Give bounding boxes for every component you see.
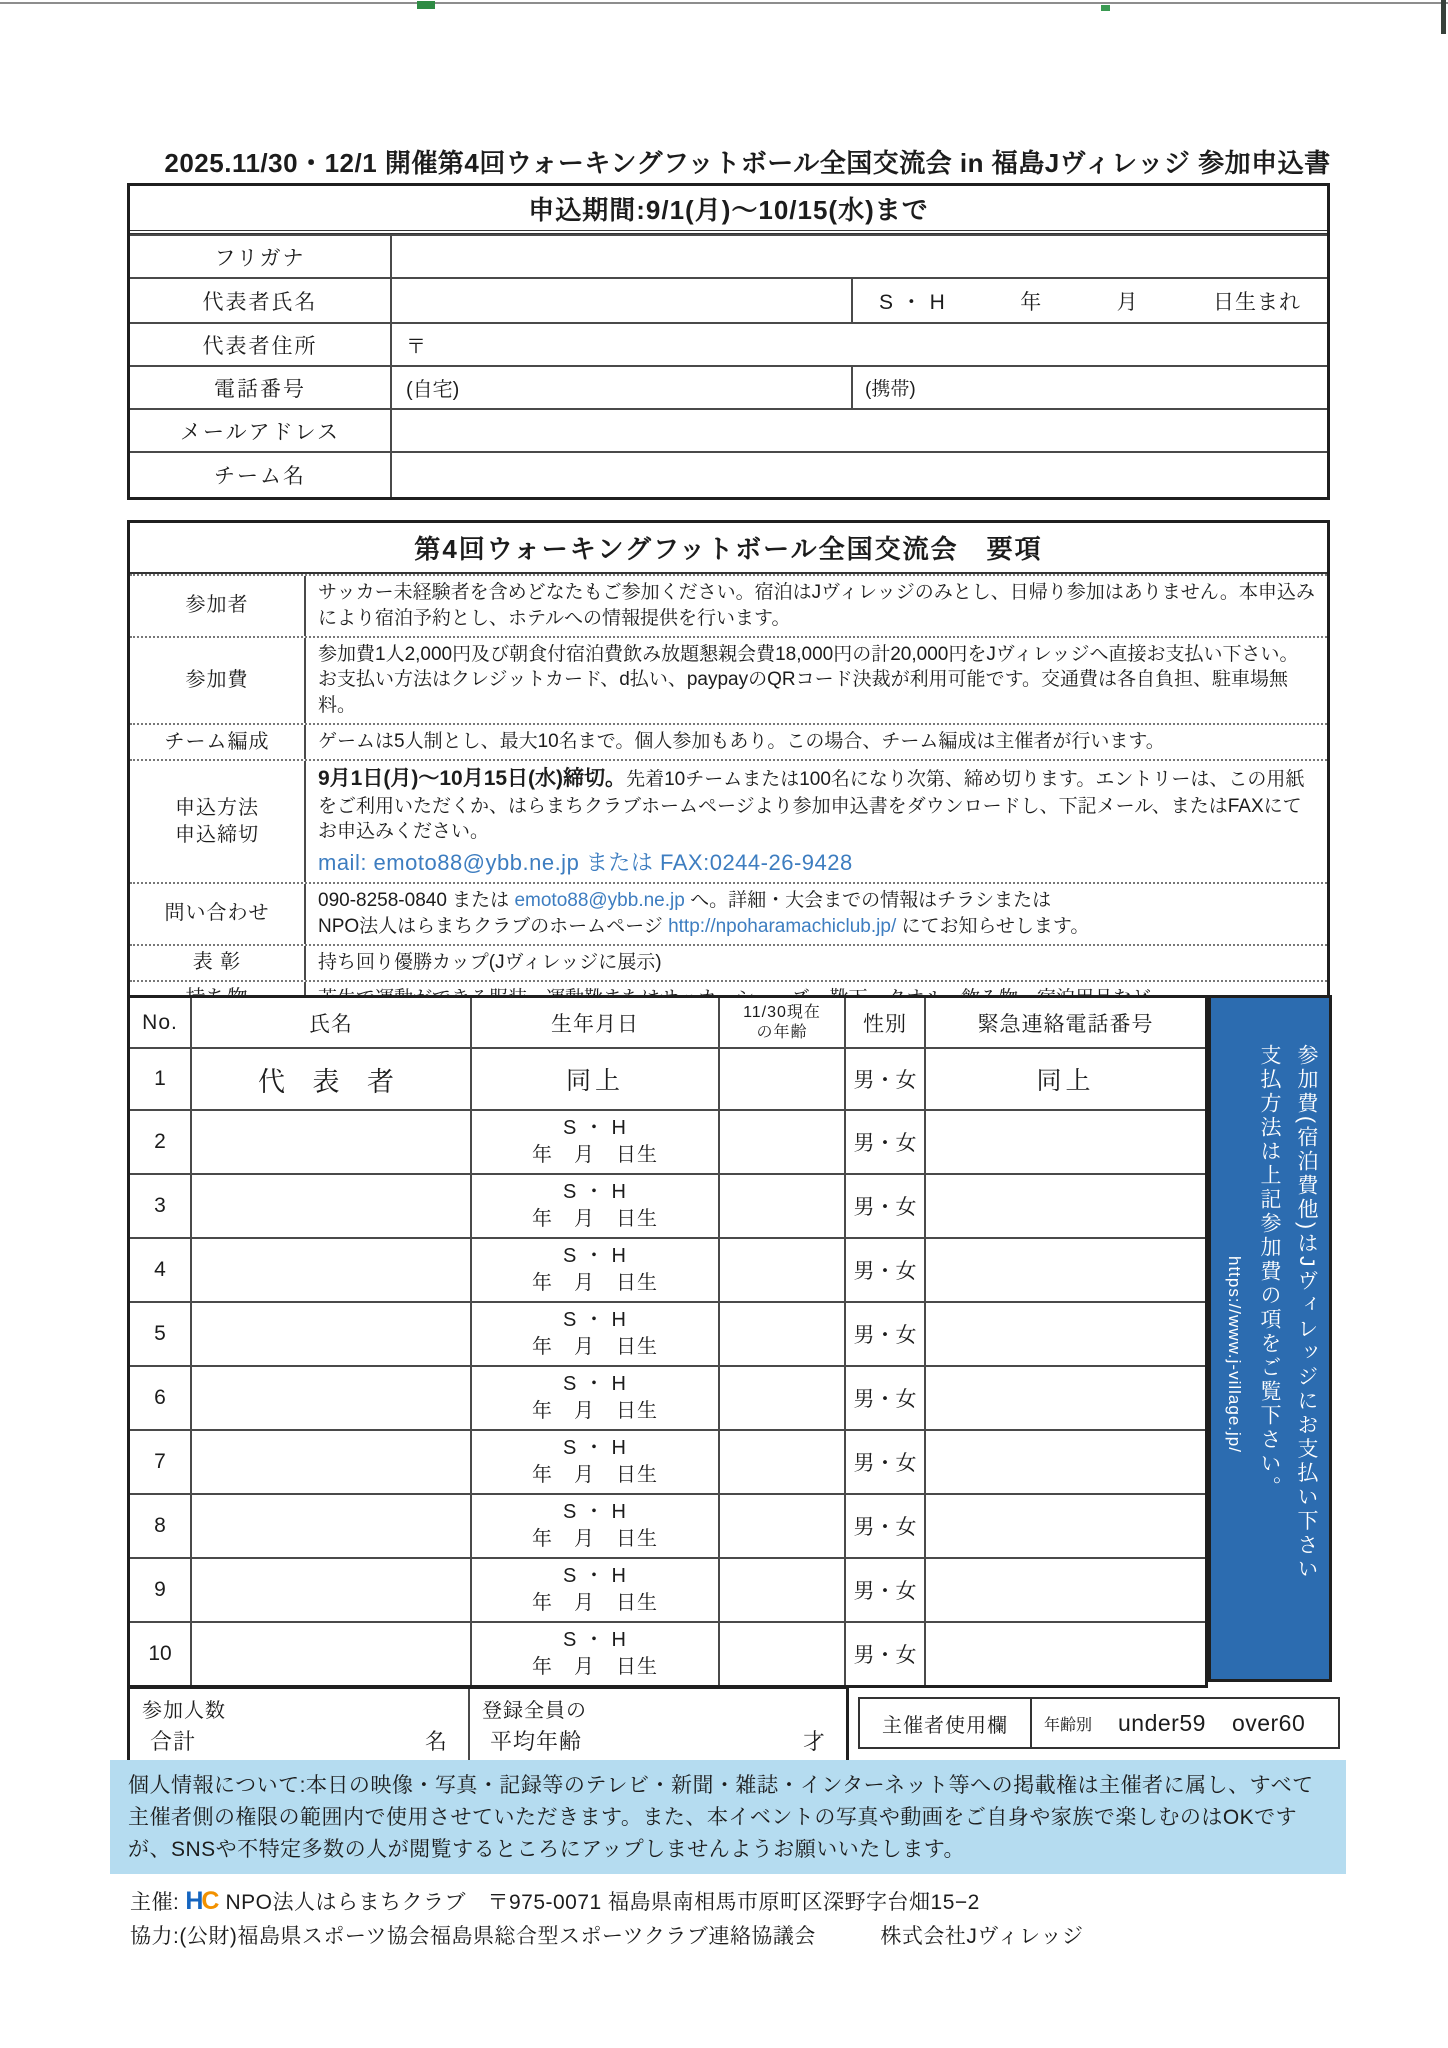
day-label: 日生まれ xyxy=(1212,290,1301,314)
apply-deadline: 9月1日(月)〜10月15日(水)締切。 xyxy=(318,766,627,790)
age-group-area xyxy=(1032,1699,1338,1747)
furigana-row xyxy=(130,234,1327,277)
apply-method-text xyxy=(306,761,1327,882)
emergency-cell xyxy=(926,1367,1205,1429)
average-age-label-2: 平均年齢 xyxy=(490,1729,583,1754)
haramachi-club-logo: HC xyxy=(185,1886,218,1915)
roster-row-1: 1 代 表 者 同上 男・女 同上 xyxy=(130,1047,1205,1109)
over60-option: over60 xyxy=(1231,1709,1306,1736)
apply-method-label: 申込方法 申込締切 xyxy=(130,761,306,882)
col-age: 11/30現在 の年齢 xyxy=(720,998,846,1047)
age-cell xyxy=(720,1367,846,1429)
age-cell xyxy=(720,1049,846,1109)
age-cell xyxy=(720,1559,846,1621)
people-unit: 名 xyxy=(424,1729,448,1754)
name-cell xyxy=(192,1559,472,1621)
email-input-area xyxy=(392,410,1327,451)
roster-row-6: 6 S ・ H 年 月 日生 男・女 xyxy=(130,1365,1205,1429)
birth-cell: S ・ H 年 月 日生 xyxy=(472,1367,720,1429)
name-cell xyxy=(192,1431,472,1493)
guidelines-table xyxy=(127,520,1330,1019)
gender-cell: 男・女 xyxy=(846,1303,926,1365)
gender-cell: 男・女 xyxy=(846,1623,926,1685)
birthdate-cell xyxy=(851,279,1327,322)
name-cell xyxy=(192,1495,472,1557)
gender-cell: 男・女 xyxy=(846,1239,926,1301)
participants-row xyxy=(130,574,1327,636)
name-cell xyxy=(192,1367,472,1429)
participant-count-cell xyxy=(130,1689,470,1763)
name-cell xyxy=(192,1175,472,1237)
payment-notice-panel xyxy=(1208,995,1332,1682)
age-group-label: 年齢別 xyxy=(1044,1716,1093,1734)
gender-cell: 男・女 xyxy=(846,1559,926,1621)
fee-label: 参加費 xyxy=(130,638,306,723)
phone-mobile-label: (携帯) xyxy=(865,379,916,400)
guidelines-header: 第4回ウォーキングフットボール全国交流会 要項 xyxy=(130,523,1327,574)
scan-green-mark xyxy=(1101,5,1110,11)
age-cell xyxy=(720,1303,846,1365)
age-cell xyxy=(720,1623,846,1685)
representative-name-row xyxy=(130,277,1327,322)
scan-green-mark xyxy=(417,1,435,9)
contact-homepage-link[interactable]: http://npoharamachiclub.jp/ xyxy=(668,915,897,937)
phone-home-input-area xyxy=(392,367,851,408)
emergency-cell xyxy=(926,1623,1205,1685)
phone-label: 電話番号 xyxy=(130,367,392,408)
gender-cell: 男・女 xyxy=(846,1175,926,1237)
participants-text: サッカー未経験者を含めどなたもご参加ください。宿泊はJヴィレッジのみとし、日帰り参加はありません。本申込みにより宿泊予約とし、ホテルへの情報提供を行います。 xyxy=(318,582,1315,629)
birthdate-format xyxy=(853,286,1327,316)
applicant-table xyxy=(127,183,1330,500)
team-structure-row xyxy=(130,723,1327,759)
emergency-cell xyxy=(926,1111,1205,1173)
col-no: No. xyxy=(130,998,192,1047)
col-emergency: 緊急連絡電話番号 xyxy=(977,1012,1154,1036)
team-name-input-area xyxy=(392,453,1327,497)
name-cell: 代 表 者 xyxy=(192,1049,472,1109)
emergency-cell: 同上 xyxy=(1036,1067,1095,1095)
age-cell xyxy=(720,1111,846,1173)
roster-table xyxy=(127,995,1208,1688)
roster-header-row xyxy=(130,998,1205,1047)
month-label: 月 xyxy=(1116,290,1139,314)
average-age-label-1: 登録全員の xyxy=(482,1700,587,1722)
emergency-cell xyxy=(926,1431,1205,1493)
representative-name-input-area xyxy=(392,279,851,322)
emergency-cell xyxy=(926,1559,1205,1621)
total-label: 合計 xyxy=(150,1729,197,1754)
age-cell xyxy=(720,1175,846,1237)
birth-cell: S ・ H 年 月 日生 xyxy=(472,1623,720,1685)
payment-notice-line1: 参加費(宿泊費他)はJヴィレッジにお支払い下さい xyxy=(1295,1044,1318,1582)
contact-label: 問い合わせ xyxy=(130,884,306,944)
furigana-input-area xyxy=(392,236,1327,277)
postal-mark: 〒 xyxy=(406,336,426,358)
gender-cell: 男・女 xyxy=(846,1111,926,1173)
representative-address-label: 代表者住所 xyxy=(130,324,392,365)
address-input-area xyxy=(392,324,1327,365)
phone-home-label: (自宅) xyxy=(406,379,460,401)
team-structure-label: チーム編成 xyxy=(130,725,306,759)
apply-detail: 先着10チームまたは100名になり次第、締め切ります。エントリーは、この用紙をご利用いただくか、はらまちクラブホームページより参加申込書をダウンロードし、下記メール、またはFAXにてお申込みください。 xyxy=(318,768,1305,843)
contact-email-link[interactable]: emoto88@ybb.ne.jp xyxy=(514,890,685,912)
phone-mobile-input-area xyxy=(851,367,1327,408)
birth-cell: S ・ H 年 月 日生 xyxy=(472,1495,720,1557)
gender-cell: 男・女 xyxy=(846,1049,926,1109)
privacy-notice: 個人情報について:本日の映像・写真・記録等のテレビ・新聞・雑誌・インターネット等への掲載権は主催者に属し、すべて主催者側の権限の範囲内で使用させていただきます。また、本イベントの写真や動画をご自身や家族で楽しむのはOKですが、SNSや不特定多数の人が閲覧するところにアップしませんようお願いいたします。 xyxy=(110,1760,1346,1874)
emergency-cell xyxy=(926,1239,1205,1301)
host-prefix: 主催: xyxy=(130,1891,180,1914)
organizer-use-box xyxy=(858,1697,1340,1749)
birth-cell: S ・ H 年 月 日生 xyxy=(472,1431,720,1493)
award-label: 表 彰 xyxy=(130,946,306,980)
name-cell xyxy=(192,1623,472,1685)
under59-option: under59 xyxy=(1118,1709,1206,1736)
birth-cell: S ・ H 年 月 日生 xyxy=(472,1559,720,1621)
era-mark: S ・ H xyxy=(879,290,946,314)
representative-name-label: 代表者氏名 xyxy=(130,279,392,322)
emergency-cell xyxy=(926,1175,1205,1237)
host-text: NPO法人はらまちクラブ 〒975-0071 福島県南相馬市原町区深野字台畑15−2 xyxy=(225,1891,980,1914)
representative-address-row xyxy=(130,322,1327,365)
vertical-text-wrap xyxy=(1211,998,1333,1679)
roster-row-3: 3 S ・ H 年 月 日生 男・女 xyxy=(130,1173,1205,1237)
scan-edge-line xyxy=(0,2,1448,4)
col-gender: 性別 xyxy=(846,998,926,1047)
fee-text: 参加費1人2,000円及び朝食付宿泊費飲み放題懇親会費18,000円の計20,000円をJヴィレッジへ直接お支払い下さい。お支払い方法はクレジットカード、d払い、paypayのQRコード決裁が利用可能です。交通費は各自負担、駐車場無料。 xyxy=(318,643,1299,717)
gender-cell: 男・女 xyxy=(846,1495,926,1557)
roster-row-10: 10 S ・ H 年 月 日生 男・女 xyxy=(130,1621,1205,1685)
apply-method-row xyxy=(130,759,1327,882)
col-birth: 生年月日 xyxy=(472,998,720,1047)
gender-cell: 男・女 xyxy=(846,1431,926,1493)
emergency-cell xyxy=(926,1303,1205,1365)
roster-row-2: 2 S ・ H 年 月 日生 男・女 xyxy=(130,1109,1205,1173)
birth-cell: 同上 xyxy=(472,1049,720,1109)
footer-support-line: 協力:(公財)福島県スポーツ協会福島県総合型スポーツクラブ連絡協議会 株式会社Jヴィレッジ xyxy=(130,1925,1084,1948)
roster-row-5: 5 S ・ H 年 月 日生 男・女 xyxy=(130,1301,1205,1365)
age-cell xyxy=(720,1431,846,1493)
award-text: 持ち回り優勝カップ(Jヴィレッジに展示) xyxy=(318,951,662,973)
email-label: メールアドレス xyxy=(130,410,392,451)
birth-cell: S ・ H 年 月 日生 xyxy=(472,1175,720,1237)
name-cell xyxy=(192,1111,472,1173)
apply-mail-fax[interactable]: mail: emoto88@ybb.ne.jp または FAX:0244-26-9428 xyxy=(318,850,853,876)
birth-cell: S ・ H 年 月 日生 xyxy=(472,1239,720,1301)
contact-text: 090-8258-0840 または emoto88@ybb.ne.jp へ。詳細・大会までの情報はチラシまたは NPO法人はらまちクラブのホームページ http://npoharamachiclub.jp/ にてお知らせします。 xyxy=(318,890,1090,937)
roster-row-4: 4 S ・ H 年 月 日生 男・女 xyxy=(130,1237,1205,1301)
age-unit: 才 xyxy=(802,1729,826,1754)
phone-row xyxy=(130,365,1327,408)
contact-row xyxy=(130,882,1327,944)
award-row xyxy=(130,944,1327,980)
team-name-row xyxy=(130,451,1327,497)
roster-row-8: 8 S ・ H 年 月 日生 男・女 xyxy=(130,1493,1205,1557)
team-name-label: チーム名 xyxy=(130,453,392,497)
email-row xyxy=(130,408,1327,451)
footer-host-line xyxy=(130,1886,980,1916)
age-cell xyxy=(720,1495,846,1557)
average-age-cell xyxy=(470,1689,846,1763)
payment-notice-line2: 支払方法は上記参加費の項をご覧下さい。 xyxy=(1258,1044,1281,1500)
team-structure-text: ゲームは5人制とし、最大10名まで。個人参加もあり。この場合、チーム編成は主催者が行います。 xyxy=(318,731,1165,753)
birth-cell: S ・ H 年 月 日生 xyxy=(472,1303,720,1365)
name-cell xyxy=(192,1303,472,1365)
totals-box xyxy=(127,1686,849,1766)
page-title: 2025.11/30・12/1 開催第4回ウォーキングフットボール全国交流会 in 福島Jヴィレッジ 参加申込書 xyxy=(164,148,1331,178)
birth-cell: S ・ H 年 月 日生 xyxy=(472,1111,720,1173)
application-period-header: 申込期間:9/1(月)〜10/15(水)まで xyxy=(130,186,1327,234)
roster-row-7: 7 S ・ H 年 月 日生 男・女 xyxy=(130,1429,1205,1493)
participants-label: 参加者 xyxy=(130,576,306,636)
roster-row-9: 9 S ・ H 年 月 日生 男・女 xyxy=(130,1557,1205,1621)
furigana-label: フリガナ xyxy=(130,236,392,277)
emergency-cell xyxy=(926,1495,1205,1557)
fee-row xyxy=(130,636,1327,723)
participant-count-label: 参加人数 xyxy=(142,1700,226,1722)
year-label: 年 xyxy=(1020,290,1043,314)
gender-cell: 男・女 xyxy=(846,1367,926,1429)
scan-corner-mark xyxy=(1441,0,1446,34)
organizer-use-label: 主催者使用欄 xyxy=(860,1699,1032,1747)
jvillage-url-link[interactable]: https://www.j-village.jp/ xyxy=(1225,1256,1244,1453)
name-cell xyxy=(192,1239,472,1301)
col-name: 氏名 xyxy=(192,998,472,1047)
age-cell xyxy=(720,1239,846,1301)
